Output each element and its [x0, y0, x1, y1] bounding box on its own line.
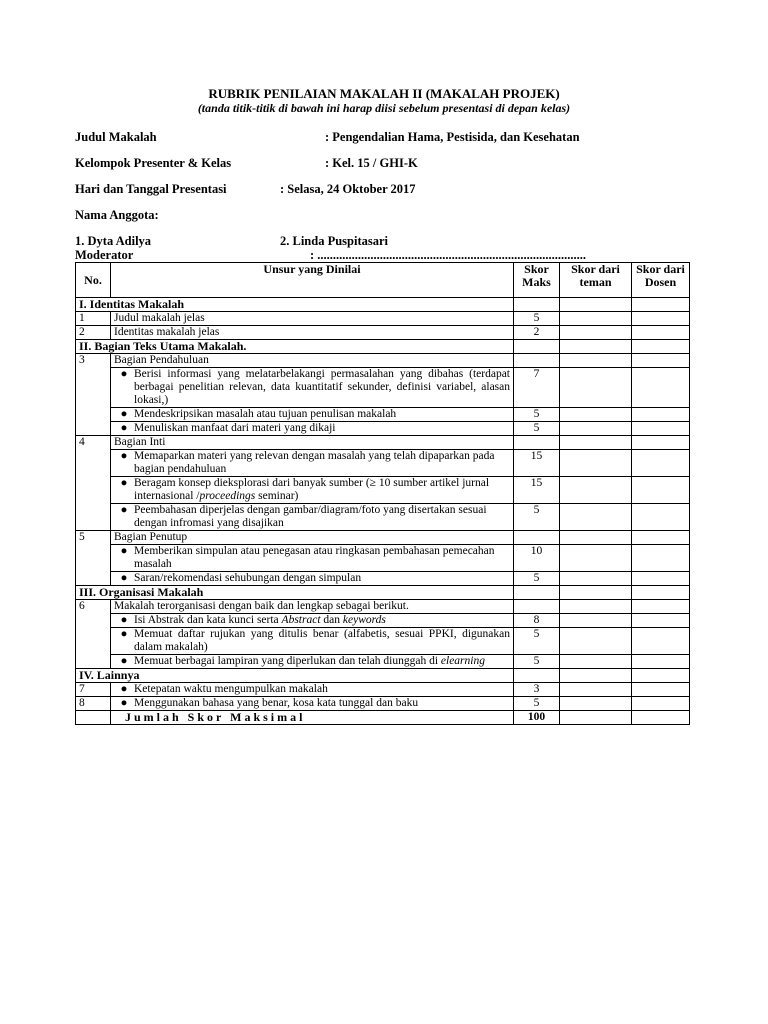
lecturer-score-cell[interactable]	[632, 545, 690, 572]
row-number: 5	[76, 531, 111, 586]
hari-label: Hari dan Tanggal Presentasi	[75, 182, 227, 196]
peer-score-cell[interactable]	[560, 545, 632, 572]
peer-score-cell[interactable]	[560, 572, 632, 586]
rubric-table	[75, 262, 690, 725]
max-score: 5	[514, 504, 560, 531]
bullet-icon: ●	[120, 450, 128, 462]
criterion-item: ● Peembahasan diperjelas dengan gambar/diagram/foto yang disertakan sesuai dengan infromasi yang disajikan	[111, 504, 514, 531]
lecturer-total-cell[interactable]	[632, 711, 690, 725]
row-number: 2	[76, 326, 111, 340]
lecturer-score-cell[interactable]	[632, 450, 690, 477]
anggota-1: 1. Dyta Adilya	[75, 234, 152, 248]
lecturer-score-cell[interactable]	[632, 572, 690, 586]
bullet-icon: ●	[120, 477, 128, 489]
hari-value: : Selasa, 24 Oktober 2017	[280, 182, 416, 196]
lecturer-score-cell[interactable]	[632, 422, 690, 436]
table-row	[76, 614, 690, 628]
criterion-item: ● Memuat berbagai lampiran yang diperlukan dan telah diunggah di elearning	[111, 655, 514, 669]
criterion-text: Identitas makalah jelas	[111, 326, 514, 340]
peer-score-cell[interactable]	[560, 312, 632, 326]
bullet-icon: ●	[120, 697, 128, 709]
row-number: 8	[76, 697, 111, 711]
max-score: 5	[514, 697, 560, 711]
peer-score-cell[interactable]	[560, 450, 632, 477]
table-row	[76, 450, 690, 477]
table-row	[76, 408, 690, 422]
subsection-heading: Bagian Inti	[111, 436, 514, 450]
max-score: 5	[514, 312, 560, 326]
bullet-icon: ●	[120, 368, 128, 380]
row-number: 4	[76, 436, 111, 531]
peer-score-cell[interactable]	[560, 628, 632, 655]
row-number: 7	[76, 683, 111, 697]
peer-score-cell[interactable]	[560, 655, 632, 669]
bullet-icon: ●	[120, 683, 128, 695]
moderator-value: : ......................................................................................	[310, 248, 587, 262]
max-score: 5	[514, 628, 560, 655]
peer-score-cell[interactable]	[560, 477, 632, 504]
criterion-item: ● Menuliskan manfaat dari materi yang dikaji	[111, 422, 514, 436]
row-number: 3	[76, 354, 111, 436]
section-lainnya: IV. Lainnya	[76, 669, 514, 683]
table-row	[76, 531, 690, 545]
table-row	[76, 545, 690, 572]
section-row	[76, 586, 690, 600]
table-row	[76, 655, 690, 669]
section-row	[76, 298, 690, 312]
total-row	[76, 711, 690, 725]
bullet-icon: ●	[120, 545, 128, 557]
bullet-icon: ●	[120, 504, 128, 516]
subsection-heading: Makalah terorganisasi dengan baik dan lengkap sebagai berikut.	[111, 600, 514, 614]
header-unsur: Unsur yang Dinilai	[111, 263, 514, 298]
header-skor-maks: Skor Maks	[514, 263, 560, 298]
table-row	[76, 477, 690, 504]
judul-value: : Pengendalian Hama, Pestisida, dan Kesehatan	[325, 130, 580, 144]
anggota-label: Nama Anggota:	[75, 208, 159, 222]
criterion-item: ● Saran/rekomendasi sehubungan dengan simpulan	[111, 572, 514, 586]
lecturer-score-cell[interactable]	[632, 683, 690, 697]
section-row	[76, 669, 690, 683]
lecturer-score-cell[interactable]	[632, 477, 690, 504]
header-skor-dosen: Skor dari Dosen	[632, 263, 690, 298]
document-subtitle: (tanda titik-titik di bawah ini harap diisi sebelum presentasi di depan kelas)	[197, 101, 571, 115]
lecturer-score-cell[interactable]	[632, 368, 690, 408]
peer-score-cell[interactable]	[560, 408, 632, 422]
lecturer-score-cell[interactable]	[632, 628, 690, 655]
peer-total-cell[interactable]	[560, 711, 632, 725]
criterion-item: ● Memuat daftar rujukan yang ditulis benar (alfabetis, sesuai PPKI, digunakan dalam makalah)	[111, 628, 514, 655]
table-row	[76, 368, 690, 408]
max-score: 5	[514, 655, 560, 669]
table-row	[76, 600, 690, 614]
criterion-item: ● Menggunakan bahasa yang benar, kosa kata tunggal dan baku	[111, 697, 514, 711]
bullet-icon: ●	[120, 422, 128, 434]
peer-score-cell[interactable]	[560, 368, 632, 408]
table-row	[76, 312, 690, 326]
criterion-text: Judul makalah jelas	[111, 312, 514, 326]
lecturer-score-cell[interactable]	[632, 312, 690, 326]
peer-score-cell[interactable]	[560, 614, 632, 628]
lecturer-score-cell[interactable]	[632, 655, 690, 669]
max-score: 5	[514, 572, 560, 586]
max-score: 2	[514, 326, 560, 340]
criterion-item: ● Beragam konsep dieksplorasi dari banyak sumber (≥ 10 sumber artikel jurnal internasional /proceedings seminar)	[111, 477, 514, 504]
section-row	[76, 340, 690, 354]
total-score: 100	[514, 711, 560, 725]
peer-score-cell[interactable]	[560, 697, 632, 711]
peer-score-cell[interactable]	[560, 422, 632, 436]
kelompok-value: : Kel. 15 / GHI-K	[325, 156, 418, 170]
max-score: 5	[514, 422, 560, 436]
max-score: 15	[514, 450, 560, 477]
table-row	[76, 504, 690, 531]
total-label: Jumlah Skor Maksimal	[111, 711, 514, 725]
judul-label: Judul Makalah	[75, 130, 157, 144]
criterion-item: ● Isi Abstrak dan kata kunci serta Abstract dan keywords	[111, 614, 514, 628]
max-score: 3	[514, 683, 560, 697]
lecturer-score-cell[interactable]	[632, 408, 690, 422]
max-score: 7	[514, 368, 560, 408]
bullet-icon: ●	[120, 572, 128, 584]
bullet-icon: ●	[120, 614, 128, 626]
table-row	[76, 697, 690, 711]
kelompok-label: Kelompok Presenter & Kelas	[75, 156, 232, 170]
moderator-label: Moderator	[75, 248, 134, 262]
peer-score-cell[interactable]	[560, 326, 632, 340]
peer-score-cell[interactable]	[560, 504, 632, 531]
table-row	[76, 572, 690, 586]
criterion-item: ● Memberikan simpulan atau penegasan atau ringkasan pembahasan pemecahan masalah	[111, 545, 514, 572]
max-score: 15	[514, 477, 560, 504]
document-title: RUBRIK PENILAIAN MAKALAH II (MAKALAH PROJEK)	[208, 86, 560, 101]
criterion-item: ● Ketepatan waktu mengumpulkan makalah	[111, 683, 514, 697]
peer-score-cell[interactable]	[560, 683, 632, 697]
table-row	[76, 326, 690, 340]
lecturer-score-cell[interactable]	[632, 326, 690, 340]
criterion-item: ● Berisi informasi yang melatarbelakangi permasalahan yang dibahas (terdapat berbagai penelitian relevan, data kuantitatif sekunder, definisi variabel, alasan lokasi,)	[111, 368, 514, 408]
bullet-icon: ●	[120, 655, 128, 667]
row-number: 6	[76, 600, 111, 669]
max-score: 8	[514, 614, 560, 628]
lecturer-score-cell[interactable]	[632, 504, 690, 531]
bullet-icon: ●	[120, 628, 128, 640]
section-teks-utama: II. Bagian Teks Utama Makalah.	[76, 340, 514, 354]
subsection-heading: Bagian Penutup	[111, 531, 514, 545]
table-row	[76, 628, 690, 655]
criterion-item: ● Mendeskripsikan masalah atau tujuan penulisan makalah	[111, 408, 514, 422]
section-organisasi: III. Organisasi Makalah	[76, 586, 514, 600]
header-no: No.	[76, 263, 111, 298]
lecturer-score-cell[interactable]	[632, 697, 690, 711]
table-row	[76, 436, 690, 450]
table-row	[76, 422, 690, 436]
section-identitas: I. Identitas Makalah	[76, 298, 514, 312]
max-score: 5	[514, 408, 560, 422]
bullet-icon: ●	[120, 408, 128, 420]
criterion-item: ● Memaparkan materi yang relevan dengan masalah yang telah dipaparkan pada bagian pendahuluan	[111, 450, 514, 477]
table-row	[76, 683, 690, 697]
row-number: 1	[76, 312, 111, 326]
table-row	[76, 354, 690, 368]
table-header-row	[76, 263, 690, 298]
lecturer-score-cell[interactable]	[632, 614, 690, 628]
header-skor-teman: Skor dari teman	[560, 263, 632, 298]
anggota-2: 2. Linda Puspitasari	[280, 234, 389, 248]
max-score: 10	[514, 545, 560, 572]
subsection-heading: Bagian Pendahuluan	[111, 354, 514, 368]
